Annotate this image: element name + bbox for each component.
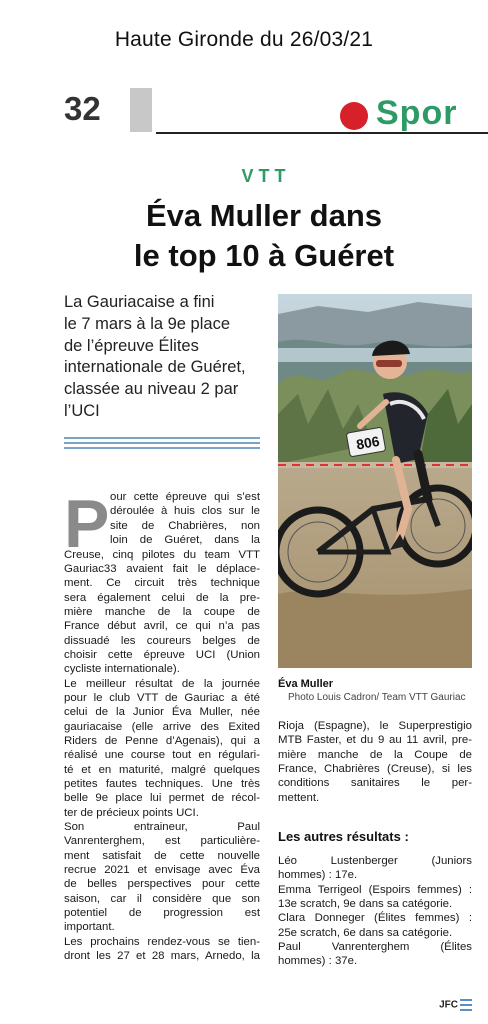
results-list <box>278 854 472 969</box>
text-line: déroulée à huis clos sur le <box>110 505 260 518</box>
article-kicker: VTT <box>241 166 291 186</box>
text-line: réalisé une course tout en régulari- <box>64 749 260 762</box>
column-1-intro <box>110 490 260 547</box>
result-line: Clara Donneger (Élites femmes) : <box>278 912 472 925</box>
lead-line: le 7 mars à la 9e place <box>64 314 231 333</box>
column-2-body <box>278 719 472 805</box>
result-line: 25e scratch, 6e dans sa catégorie. <box>278 926 453 939</box>
page-header <box>64 88 488 136</box>
headline-line: le top 10 à Guéret <box>133 238 395 273</box>
text-line: recrue 2021 et envisage avec Éva <box>64 864 260 877</box>
text-line: ment satisfait de cette nouvelle <box>64 849 260 862</box>
text-line: conditions sanitaires le per- <box>278 777 472 790</box>
section-name: Spor <box>376 94 458 132</box>
text-line: Vanrenterghem, est particulière- <box>64 835 260 848</box>
lead-line: l’UCI <box>64 401 100 420</box>
lead-line: classée au niveau 2 par <box>64 380 239 399</box>
article-photo <box>278 294 472 668</box>
photo-caption-name: Éva Muller <box>278 678 334 690</box>
text-line: MTB Faster, et du 9 au 11 avril, pre- <box>278 734 472 747</box>
dropcap: P <box>64 486 110 562</box>
signature-text: JFC <box>439 999 458 1011</box>
result-line: hommes) : 17e. <box>278 869 358 882</box>
author-signature <box>439 999 472 1011</box>
lead-line: internationale de Guéret, <box>64 358 246 377</box>
cyclist-photo-illustration <box>278 294 472 668</box>
text-line: celui de la Junior Éva Muller, née <box>64 706 260 719</box>
header-grey-block <box>130 88 152 132</box>
text-line: té et en maturité, malgré quelques <box>64 763 260 776</box>
article-headline <box>64 196 464 276</box>
text-line: mière manche de la coupe de <box>64 605 260 618</box>
text-line: de belles perspectives pour cette <box>64 878 260 891</box>
text-line: ter de précieux points UCI. <box>64 806 199 819</box>
text-line: dissuadé les coureurs belges de <box>64 634 260 647</box>
text-line: France, Chabrières (Creuse), si les <box>278 763 472 776</box>
lead-divider <box>64 442 260 444</box>
text-line: loin de Guéret, dans la <box>110 534 260 547</box>
text-line: ment. Ce circuit très technique <box>64 577 260 590</box>
text-line: pour le club VTT de Gauriac a été <box>64 691 260 704</box>
text-line: cycliste internationale). <box>64 663 180 676</box>
column-1-body <box>64 548 260 964</box>
result-line: 13e scratch, 9e dans sa catégorie. <box>278 898 453 911</box>
headline-line: Éva Muller dans <box>145 198 383 233</box>
section-dot-icon <box>340 102 368 130</box>
result-line: hommes) : 37e. <box>278 955 358 968</box>
text-line: belle 9e place lui permet de récol- <box>64 792 260 805</box>
text-line: petites fautes techniques. Une très <box>64 778 260 790</box>
text-line: our cette épreuve qui s’est <box>110 491 260 503</box>
text-line: important. <box>64 921 115 934</box>
text-line: choisir cette épreuve UCI (Union <box>64 648 260 661</box>
page-number: 32 <box>64 90 101 127</box>
newspaper-source-line: Haute Gironde du 26/03/21 <box>114 28 374 51</box>
lead-line: de l’épreuve Élites <box>64 336 199 355</box>
result-line: Léo Lustenberger (Juniors <box>278 855 472 867</box>
lead-divider <box>64 447 260 449</box>
text-line: mière manche de la Coupe de <box>278 748 472 761</box>
bib-number: 806 <box>354 432 381 453</box>
signature-lines-icon <box>460 999 472 1011</box>
text-line: Riders de Penne d’Agenais), qui a <box>64 734 260 747</box>
text-line: Gauriac33 avaient fait le déplace- <box>64 562 260 575</box>
text-line: mettent. <box>278 791 320 804</box>
result-line: Emma Terrigeol (Espoirs femmes) : <box>278 883 472 896</box>
text-line: Son entraineur, Paul <box>64 821 260 834</box>
text-line: Les prochains rendez-vous se tien- <box>64 935 260 948</box>
text-line: Creuse, cinq pilotes du team VTT <box>64 548 260 561</box>
lead-divider <box>64 437 260 439</box>
text-line: site de Chabrières, non <box>110 519 260 532</box>
text-line: Rioja (Espagne), le Superprestigio <box>278 720 472 732</box>
results-title: Les autres résultats : <box>278 829 409 844</box>
text-line: sera également celui de la pre- <box>64 591 260 604</box>
text-line: dront les 27 et 28 mars, Arnedo, la <box>64 950 260 963</box>
text-line: gauriacaise (elle arrive des Exited <box>64 720 260 733</box>
text-line: saison, car il considère que son <box>64 892 260 905</box>
lead-line: La Gauriacaise a fini <box>64 293 215 311</box>
text-line: France début avril, ce qui n’a pas <box>64 620 260 633</box>
result-line: Paul Vanrenterghem (Élites <box>278 941 472 954</box>
text-line: potentiel de progression est <box>64 907 260 920</box>
text-line: Le meilleur résultat de la journée <box>64 677 260 690</box>
article-lead <box>64 292 269 423</box>
photo-caption-credit: Photo Louis Cadron/ Team VTT Gauriac <box>288 692 466 703</box>
